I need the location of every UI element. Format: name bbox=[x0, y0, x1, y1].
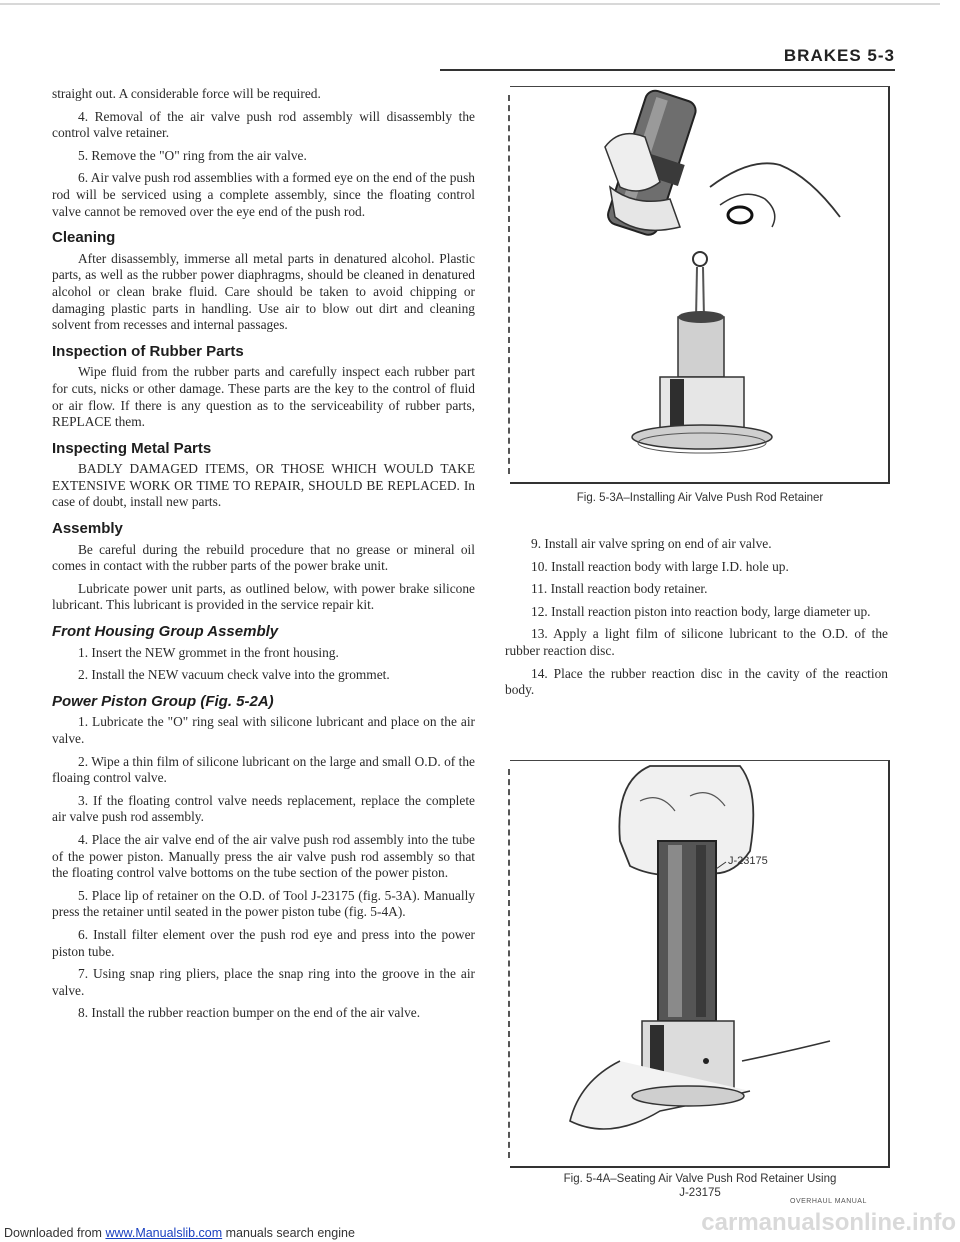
paragraph: 11. Install reaction body retainer. bbox=[531, 581, 708, 597]
paragraph: 1. Insert the NEW grommet in the front housing. bbox=[78, 644, 339, 660]
paragraph: 10. Install reaction body with large I.D. hole up. bbox=[531, 558, 789, 574]
right-column bbox=[505, 536, 888, 705]
section-heading: Assembly bbox=[52, 520, 123, 538]
paragraph: 6. Air valve push rod assemblies with a formed eye on the end of the push rod will be serviced using a complete assembly, since the floating control valve cannot be removed over the eye end of the push rod. bbox=[52, 170, 475, 219]
figure-5-3a bbox=[510, 86, 890, 484]
section-heading: Cleaning bbox=[52, 229, 116, 247]
figure-5-4a-illustration bbox=[510, 761, 888, 1166]
paragraph: 12. Install reaction piston into reaction body, large diameter up. bbox=[531, 603, 871, 619]
paragraph: 4. Removal of the air valve push rod assembly will disassembly the control valve retainer. bbox=[52, 108, 475, 141]
paragraph: 8. Install the rubber reaction bumper on the end of the air valve. bbox=[78, 1005, 421, 1021]
download-suffix: manuals search engine bbox=[222, 1226, 355, 1240]
download-footer bbox=[4, 1226, 355, 1240]
manualslib-link[interactable]: www.Manualslib.com bbox=[105, 1226, 223, 1240]
paragraph: 2. Install the NEW vacuum check valve into the grommet. bbox=[78, 667, 390, 683]
paragraph: 6. Install filter element over the push rod eye and press into the power piston tube. bbox=[52, 926, 475, 959]
section-heading: Inspecting Metal Parts bbox=[52, 439, 212, 457]
paragraph: Wipe fluid from the rubber parts and carefully inspect each rubber part for cuts, nicks or other damage. These parts are the key to the control of fluid or air flow. If there is any question as to the serviceability of rubber parts, REPLACE them. bbox=[52, 364, 475, 430]
figure-5-4a-caption-line1: Fig. 5-4A–Seating Air Valve Push Rod Retainer Using bbox=[563, 1173, 837, 1185]
download-prefix: Downloaded from bbox=[4, 1226, 106, 1240]
paragraph: 2. Wipe a thin film of silicone lubricant on the large and small O.D. of the floaing control valve. bbox=[52, 753, 475, 786]
paragraph: 7. Using snap ring pliers, place the snap ring into the groove in the air valve. bbox=[52, 966, 475, 998]
paragraph: 5. Place lip of retainer on the O.D. of Tool J-23175 (fig. 5-3A). Manually press the retainer until seated in the power piston tube (fig. 5-4A). bbox=[52, 887, 475, 920]
paragraph: 13. Apply a light film of silicone lubricant to the O.D. of the rubber reaction disc. bbox=[505, 626, 888, 658]
tool-label-j23175: J-23175 bbox=[728, 855, 768, 867]
footer-manual-name: OVERHAUL MANUAL bbox=[790, 1198, 867, 1205]
page-header-title: BRAKES 5-3 bbox=[783, 46, 895, 65]
paragraph: 1. Lubricate the "O" ring seal with silicone lubricant and place on the air valve. bbox=[52, 714, 475, 746]
paragraph: 9. Install air valve spring on end of air valve. bbox=[531, 536, 772, 551]
figure-5-3a-illustration bbox=[510, 87, 888, 482]
paragraph: 3. If the floating control valve needs replacement, replace the complete air valve push rod assembly. bbox=[52, 792, 475, 825]
section-heading: Power Piston Group (Fig. 5-2A) bbox=[52, 692, 274, 710]
header-rule bbox=[440, 69, 895, 71]
page-header bbox=[440, 46, 895, 68]
paragraph: 4. Place the air valve end of the air valve push rod assembly into the tube of the power piston. Manually press the air valve push rod assembly so that the floating control valve bottoms on the tube section of the power piston. bbox=[52, 831, 475, 881]
paragraph: straight out. A considerable force will be required. bbox=[52, 86, 321, 101]
figure-5-3a-caption: Fig. 5-3A–Installing Air Valve Push Rod Retainer bbox=[576, 492, 824, 504]
figure-5-4a-caption-line2: J-23175 bbox=[679, 1187, 721, 1199]
section-heading: Inspection of Rubber Parts bbox=[52, 342, 244, 360]
paragraph: Be careful during the rebuild procedure that no grease or mineral oil comes in contact with the rubber parts of the power brake unit. bbox=[52, 541, 475, 574]
paragraph: Lubricate power unit parts, as outlined below, with power brake silicone lubricant. This lubricant is provided in the service repair kit. bbox=[52, 580, 475, 613]
paragraph: BADLY DAMAGED ITEMS, OR THOSE WHICH WOULD TAKE EXTENSIVE WORK OR TIME TO REPAIR, SHOULD BE REPLACED. In case of doubt, install new parts. bbox=[52, 461, 475, 510]
left-column bbox=[52, 86, 475, 1028]
watermark: carmanualsonline.info bbox=[701, 1209, 956, 1236]
paragraph: After disassembly, immerse all metal parts in denatured alcohol. Plastic parts, as well as the rubber power diaphragms, should be cleaned in denatured alcohol or clean brake fluid. Care should be taken to avoid chipping or damaging plastic parts in handling. Use air to blow out dirt and cleaning solvent from recesses and internal passages. bbox=[52, 250, 475, 333]
section-heading: Front Housing Group Assembly bbox=[52, 623, 279, 641]
paragraph: 5. Remove the "O" ring from the air valve. bbox=[78, 147, 307, 163]
figure-5-4a-caption bbox=[510, 1172, 890, 1200]
figure-5-4a bbox=[510, 760, 890, 1168]
top-rule bbox=[0, 3, 940, 5]
paragraph: 14. Place the rubber reaction disc in the cavity of the reaction body. bbox=[505, 665, 888, 698]
